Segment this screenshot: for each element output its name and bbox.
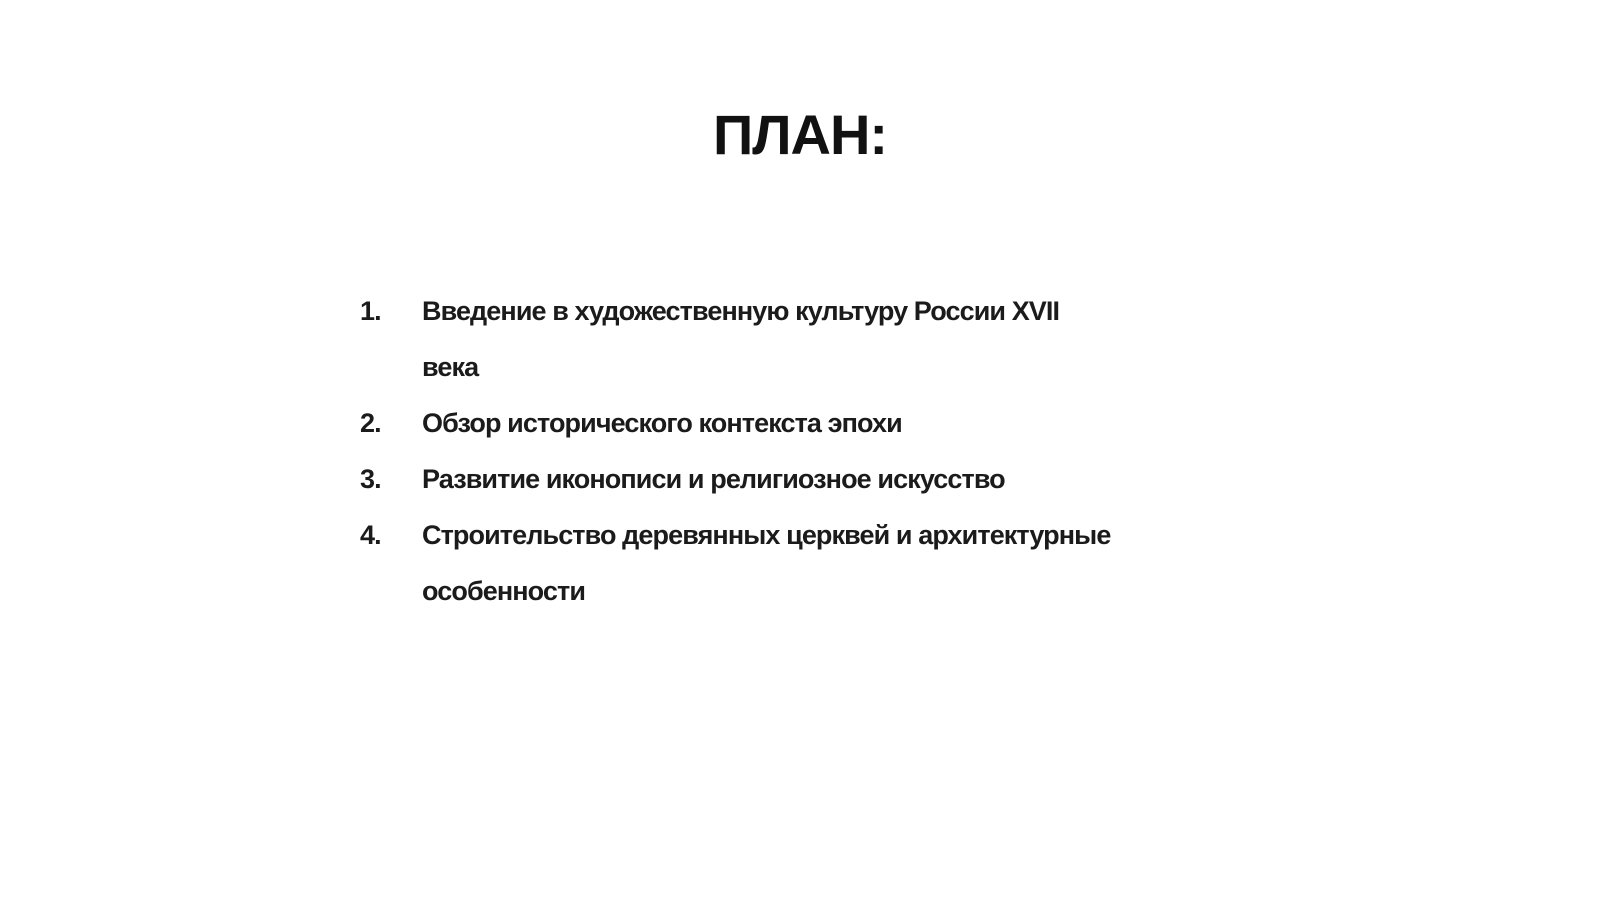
plan-item-text: Развитие иконописи и религиозное искусство (422, 464, 1005, 494)
slide-title: ПЛАН: (712, 103, 888, 166)
plan-item-text: Введение в художественную культуру России XVII века (422, 296, 1060, 382)
plan-item-number: 1. (360, 296, 381, 326)
plan-item-text: Строительство деревянных церквей и архитектурные особенности (422, 520, 1111, 606)
plan-item-number: 3. (360, 464, 381, 494)
plan-item-4 (360, 507, 1120, 619)
plan-item-number: 4. (360, 520, 381, 550)
plan-list (360, 283, 1120, 619)
plan-item-2 (360, 395, 1120, 451)
plan-item-text: Обзор исторического контекста эпохи (422, 408, 902, 438)
plan-item-number: 2. (360, 408, 381, 438)
plan-item-1 (360, 283, 1120, 395)
plan-item-3 (360, 451, 1120, 507)
